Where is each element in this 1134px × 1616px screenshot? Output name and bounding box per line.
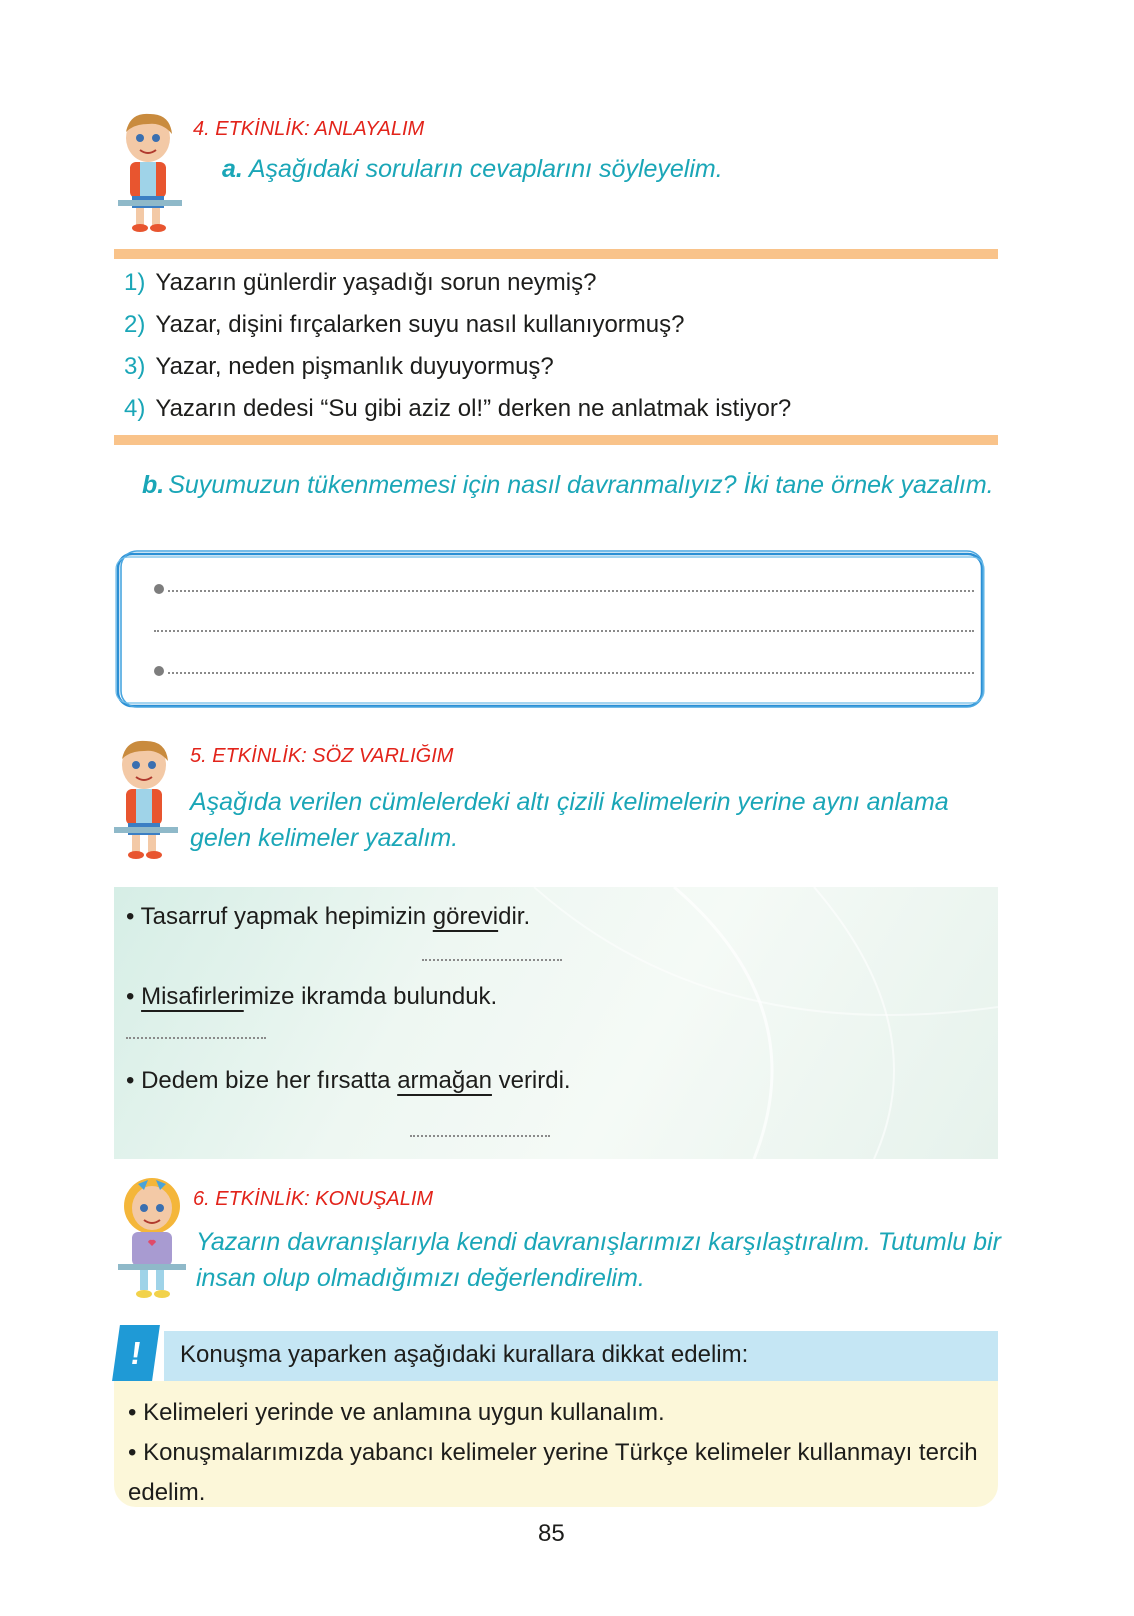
answer-box[interactable] [114,548,990,716]
activity-5-title: 5. ETKİNLİK: SÖZ VARLIĞIM [190,745,454,767]
part-b-letter: b. [142,471,165,499]
sentence-1 [126,903,530,931]
answer-line[interactable] [168,672,974,674]
part-a-text: Aşağıdaki soruların cevaplarını söyleyelim. [248,155,723,183]
answer-box-frame [114,548,990,716]
list-item [124,308,984,350]
question-number: 1) [124,269,146,296]
sentence-text: mize ikramda bulunduk. [243,983,498,1010]
activity-6-instruction: Yazarın davranışlarıyla kendi davranışlarımızı karşılaştıralım. Tutumlu bir insan olup olmadığımızı değerlendirelim. [196,1228,1001,1292]
activity-5-instruction: Aşağıda verilen cümlelerdeki altı çizili kelimelerin yerine aynı anlama gelen kelimeler yazalım. [190,788,949,852]
list-item [124,266,984,308]
sentence-text: • Tasarruf yapmak hepimizin [126,903,433,930]
question-text: Yazarın dedesi “Su gibi aziz ol!” derken ne anlatmak istiyor? [155,395,792,422]
sentence-text: • Dedem bize her fırsatta [126,1067,398,1094]
rule-item: • Kelimeleri yerinde ve anlamına uygun kullanalım. [128,1399,665,1426]
rules-heading-box [164,1331,998,1381]
underlined-word: Misafirleri [141,983,244,1010]
list-item [124,350,984,392]
question-text: Yazarın günlerdir yaşadığı sorun neymiş? [155,269,597,296]
activity-4-part-b [114,467,994,503]
rule-item: • Konuşmalarımızda yabancı kelimeler yerine Türkçe kelimeler kullanmayı tercih edelim. [128,1439,978,1506]
sentence-text: verirdi. [491,1067,571,1094]
question-number: 4) [124,395,146,422]
sentence-2 [126,983,497,1011]
part-b-text: Suyumuzun tükenmemesi için nasıl davranmalıyız? İki tane örnek yazalım. [168,471,994,499]
activity-4-part-a [222,155,723,184]
underlined-word: görevi [432,903,499,930]
answer-blank[interactable] [410,1135,550,1137]
list-item [124,392,984,434]
orange-divider-bottom [114,435,998,445]
answer-blank[interactable] [422,959,562,961]
sentence-3 [126,1067,571,1095]
sentence-text: dir. [498,903,531,930]
question-text: Yazar, dişini fırçalarken suyu nasıl kullanıyormuş? [155,311,685,338]
page-number: 85 [538,1520,565,1547]
part-a-letter: a. [222,155,243,183]
rules-body [114,1381,998,1507]
underlined-word: armağan [397,1067,492,1094]
rules-heading: Konuşma yaparken aşağıdaki kurallara dikkat edelim: [180,1341,749,1368]
girl-character-icon [114,1176,192,1306]
question-number: 2) [124,311,146,338]
answer-line[interactable] [154,630,974,632]
sentence-text: • [126,983,142,1010]
orange-divider-top [114,249,998,259]
activity-6-title: 6. ETKİNLİK: KONUŞALIM [193,1188,434,1210]
question-list [124,266,984,434]
synonym-panel [114,887,998,1159]
question-text: Yazar, neden pişmanlık duyuyormuş? [155,353,554,380]
bullet-dot [154,584,164,594]
activity-4-title: 4. ETKİNLİK: ANLAYALIM [193,118,425,140]
answer-blank[interactable] [126,1037,266,1039]
bullet-dot [154,666,164,676]
exclamation-icon: ! [112,1325,160,1381]
boy-character-icon [112,108,188,238]
question-number: 3) [124,353,146,380]
boy-character-icon [108,735,184,865]
answer-line[interactable] [168,590,974,592]
